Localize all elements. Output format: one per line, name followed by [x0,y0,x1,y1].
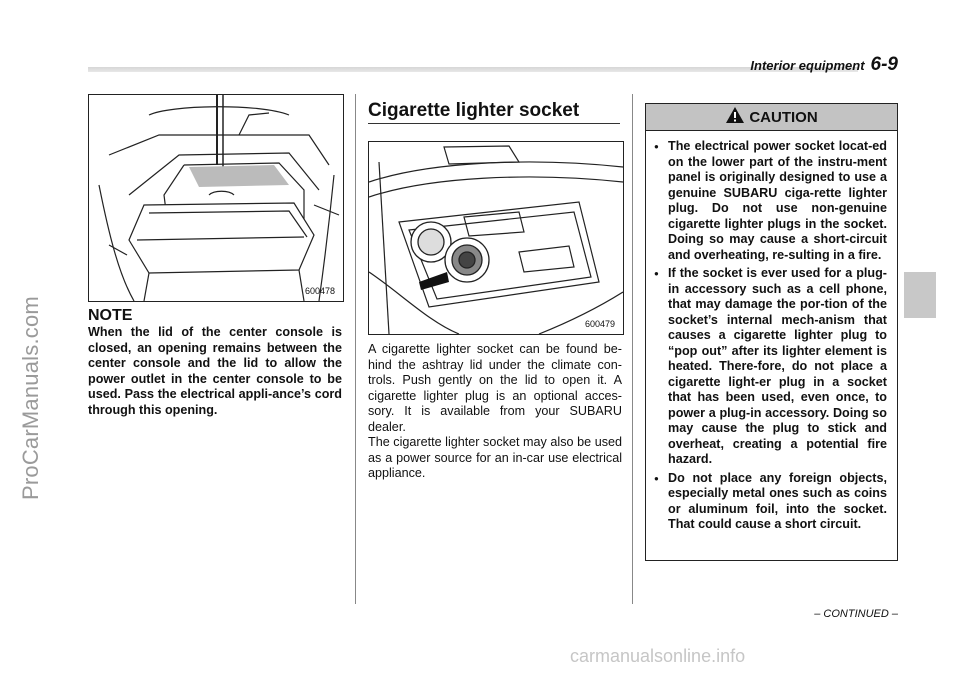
heading-rule [368,123,620,124]
center-console-figure [88,94,344,302]
caution-item: ● If the socket is ever used for a plug-in accessory such as a cell phone, that may damage the por-tion of the socket’s internal mech-anism that causes a cigarette lighter plug to “pop out” after its lighter element is heated. There-fore, do not place a cigarette light-er plug in a socket that has been used, even once, to power a plug-in accessory. Doing so may cause the plug to stick and overheat, creating a potential fire hazard. [654,266,887,468]
lighter-socket-illustration [369,142,623,334]
page-number: 6-9 [870,54,898,75]
header-section-title: Interior equipment [750,58,865,73]
caution-item: ● The electrical power socket locat-ed on the lower part of the instru-ment panel is originally designed to use a genuine SUBARU ciga-rette lighter plug. Do not use non-genuine cigarette lighter plugs in the socket. Doing so may cause a short-circuit and overheating, re-sulting in a fire. [654,139,887,263]
body-paragraph-2: The cigarette lighter socket may also be used as a power source for an in-car use electrical appliance. [368,435,622,480]
note-text: When the lid of the center console is closed, an opening remains between the center console and the lid to allow the power outlet in the center console to be used. Pass the electrical appli-ance’s cord through this opening. [88,325,342,417]
column-divider-right [632,94,633,604]
note-title: NOTE [88,307,133,324]
body-paragraph-1: A cigarette lighter socket can be found be-hind the ashtray lid under the climate con-trols. Push gently on the lid to open it. A cigarette lighter plug is an optional acces-sory. It is available from your SUBARU dealer. [368,342,622,434]
section-heading: Cigarette lighter socket [368,100,580,121]
watermark-left: ProCarManuals.com [18,296,43,500]
watermark-bottom: carmanualsonline.info [570,646,746,666]
figure-code: 600479 [584,319,615,329]
caution-title: CAUTION [749,108,818,126]
chapter-tab [904,272,936,318]
center-console-illustration [89,95,343,301]
header-rule [88,67,858,72]
caution-item: ● Do not place any foreign objects, especially metal ones such as coins or aluminum foil, into the socket. That could cause a short circuit. [654,471,887,533]
column-divider-left [355,94,356,604]
figure-code: 600478 [304,286,335,296]
caution-list [646,131,897,533]
page-header [750,54,898,76]
continued-label: – CONTINUED – [814,608,898,620]
caution-box [645,103,898,561]
warning-triangle-icon [725,106,745,128]
body-text [368,342,622,482]
caution-header [646,104,897,131]
lighter-socket-figure [368,141,624,335]
